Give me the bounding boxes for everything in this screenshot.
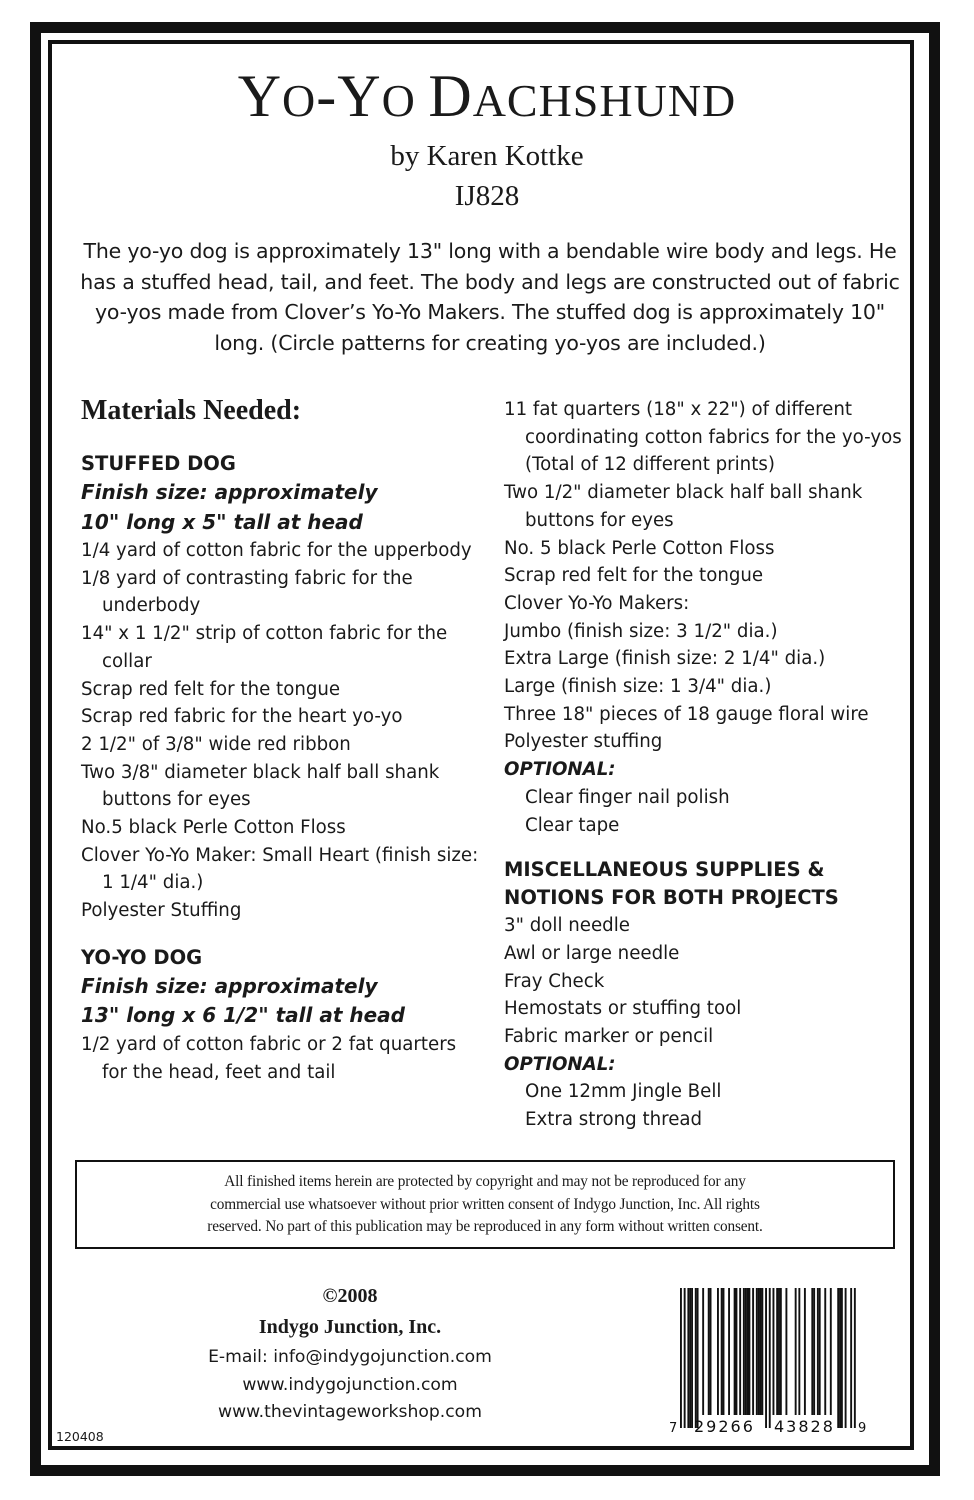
barcode-bar [684,1288,686,1428]
barcode-bar [695,1288,697,1428]
barcode-bar [839,1288,841,1428]
barcode-bar [745,1288,747,1415]
barcode-bar [710,1288,712,1415]
barcode-bar [680,1288,682,1428]
barcode-bar [776,1288,778,1415]
barcode-bar [817,1288,819,1415]
stuffed-dog-finish-size-line2: 10" long x 5" tall at head [81,509,363,534]
barcode-bar [795,1288,797,1415]
list-item: No.5 black Perle Cotton Floss [81,817,346,839]
barcode-bar [739,1288,741,1415]
list-item: Large (finish size: 1 3/4" dia.) [504,676,772,698]
copyright-notice-line: commercial use whatsoever without prior written consent of Indygo Junction, Inc. All rights [210,1195,760,1213]
barcode-bar [756,1288,758,1415]
barcode-bar [758,1288,760,1415]
barcode-bar [747,1288,749,1415]
barcode-bar [785,1288,787,1415]
list-item: Scrap red felt for the tongue [504,565,764,587]
barcode-bar [723,1288,725,1415]
barcode-bar [837,1288,839,1428]
barcode-bar [841,1288,843,1428]
copyright-notice-line: All finished items herein are protected by copyright and may not be reproduced for any [224,1173,746,1190]
barcode-bar [717,1288,719,1415]
list-item: Clover Yo-Yo Makers: [504,592,690,614]
barcode-bar [811,1288,813,1415]
copyright-notice-line: reserved. No part of this publication may be reproduced in any form without written consent. [207,1218,763,1235]
barcode-bar [804,1288,806,1415]
barcode-bar [824,1288,826,1415]
intro-paragraph: The yo-yo dog is approximately 13" long with a bendable wire body and legs. He has a stuffed head, tail, and feet. The body and legs are constructed out of fabric yo-yos made from Clover’s Yo-Yo Makers. The stuffed dog is approximately 10" long. (Circle patterns for creating yo-yos are included.) [80,239,900,355]
pattern-code: IJ828 [454,180,520,212]
barcode-bar [748,1288,750,1415]
barcode-bar [702,1288,704,1415]
list-item: Polyester stuffing [504,731,663,753]
list-item: Scrap red felt for the tongue [81,678,341,700]
list-item: Fabric marker or pencil [504,1026,714,1048]
list-item: 1/4 yard of cotton fabric for the upperbody [81,540,472,561]
list-item: Clover Yo-Yo Maker: Small Heart (finish size: 1 1/4" dia.) [81,844,479,894]
title-part: D [428,63,473,129]
barcode-bars [680,1288,856,1428]
list-item: 2 1/2" of 3/8" wide red ribbon [81,733,351,755]
stuffed-dog-finish-size-line1: Finish size: approximately [81,480,378,504]
optional-item: Clear tape [525,814,620,836]
website-link[interactable]: www.indygojunction.com [242,1374,458,1395]
list-item: Polyester Stuffing [81,900,242,922]
yoyo-dog-finish-size-line1: Finish size: approximately [81,973,378,998]
barcode-bar [850,1288,852,1428]
barcode-left-digits: 29266 [694,1417,755,1436]
website-link[interactable]: www.thevintageworkshop.com [218,1402,482,1422]
list-item: 1/2 yard of cotton fabric or 2 fat quarters for the head, feet and tail [81,1033,457,1083]
yoyo-dog-finish-size-line2: 13" long x 6 1/2" tall at head [81,1003,405,1028]
section-spacer [504,839,904,856]
materials-heading: Materials Needed: [81,395,302,426]
section-spacer [81,925,481,943]
optional-label: OPTIONAL: [504,1053,616,1075]
barcode-bar [854,1288,856,1428]
list-item: Jumbo (finish size: 3 1/2" dia.) [504,620,778,642]
barcode-bar [760,1288,762,1415]
list-item: Awl or large needle [504,942,680,964]
barcode-bar [689,1288,691,1428]
section-heading-misc-line2: NOTIONS FOR BOTH PROJECTS [504,886,839,910]
optional-item: One 12mm Jingle Bell [525,1081,722,1103]
barcode-bar [780,1288,782,1415]
copyright-year: ©2008 [322,1285,378,1307]
list-item: Scrap red fabric for the heart yo-yo [81,706,403,728]
barcode-bar [743,1288,745,1415]
title-part: - [316,63,338,129]
list-item: 1/8 yard of contrasting fabric for the underbody [81,567,413,617]
list-item: Two 3/8" diameter black half ball shank buttons for eyes [81,761,440,811]
email-link[interactable]: E-mail: info@indygojunction.com [208,1347,492,1367]
list-item: Hemostats or stuffing tool [504,998,742,1020]
author-byline: by Karen Kottke [390,140,584,172]
list-item: 14" x 1 1/2" strip of cotton fabric for the collar [81,623,448,672]
barcode-bar [845,1288,847,1428]
barcode-bar [734,1288,736,1415]
company-name: Indygo Junction, Inc. [258,1316,442,1338]
barcode-bar [769,1288,771,1428]
barcode-bar [830,1288,832,1415]
list-item: Two 1/2" diameter black half ball shank buttons for eyes [504,482,863,531]
barcode-bar [798,1288,800,1415]
barcode-right-digits: 43828 [774,1417,835,1436]
title-part: O [282,75,317,126]
materials-right-column [504,396,904,1134]
title-part: ACHSHUND [472,75,737,126]
materials-left-column [81,449,481,1086]
page-title [0,63,974,131]
list-item: Fray Check [504,970,605,992]
title-part: Y [337,63,382,129]
barcode-bar [736,1288,738,1415]
barcode-bar [721,1288,723,1415]
barcode-bar [765,1288,767,1428]
publisher-info [150,1282,550,1427]
optional-item: Extra strong thread [525,1109,703,1131]
barcode-bar [708,1288,710,1415]
barcode-bar [728,1288,730,1415]
barcode-prefix-digit: 7 [669,1421,678,1436]
title-part: Y [237,63,283,129]
barcode [668,1288,868,1436]
barcode-bar [761,1288,763,1415]
list-item: Three 18" pieces of 18 gauge floral wire [504,703,869,725]
title-part: O [381,75,429,126]
barcode-bar [813,1288,815,1415]
optional-item: Clear finger nail polish [525,786,730,808]
barcode-bar [697,1288,699,1428]
print-code: 120408 [56,1429,104,1444]
section-heading-yoyo-dog: YO-YO DOG [81,945,203,969]
barcode-bar [687,1288,689,1428]
barcode-check-digit: 9 [858,1421,867,1436]
list-item: 11 fat quarters (18" x 22") of different coordinating cotton fabrics for the yo-yos (Total of 12 different prints) [504,399,902,476]
barcode-bar [778,1288,780,1415]
section-heading-misc-line1: MISCELLANEOUS SUPPLIES & [504,858,825,882]
barcode-bar [773,1288,775,1415]
list-item: Extra Large (finish size: 2 1/4" dia.) [504,648,826,670]
optional-label: OPTIONAL: [504,759,616,781]
copyright-notice-box [75,1160,895,1249]
section-heading-stuffed-dog: STUFFED DOG [81,452,236,475]
list-item: No. 5 black Perle Cotton Floss [504,537,775,559]
list-item: 3" doll needle [504,915,630,937]
barcode-bar [691,1288,693,1428]
barcode-bar [819,1288,821,1415]
barcode-bar [752,1288,754,1415]
